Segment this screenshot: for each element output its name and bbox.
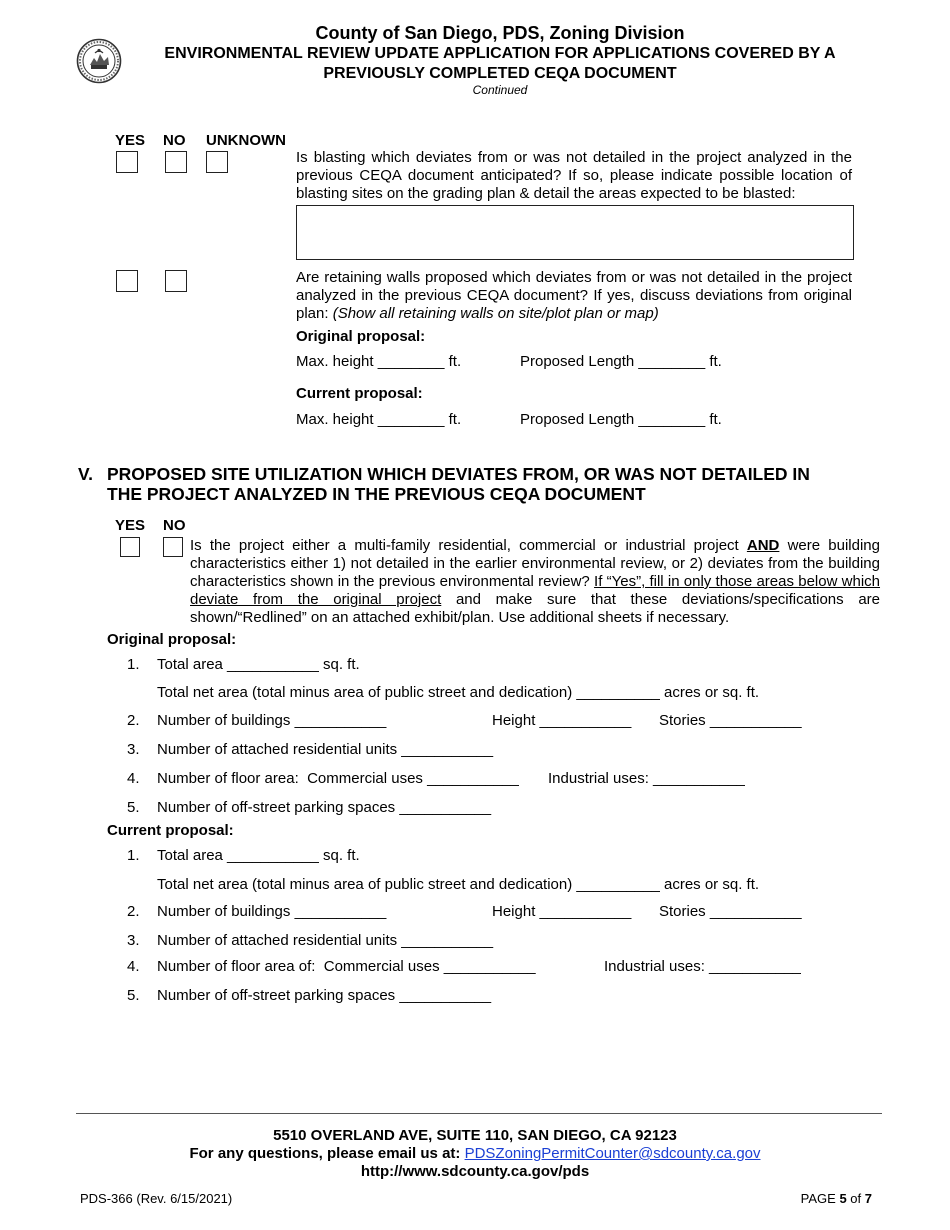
- blasting-details-textbox[interactable]: [296, 205, 854, 260]
- header-continued: Continued: [472, 83, 528, 97]
- col-yes-label: YES: [115, 132, 146, 149]
- site-utilization-question: [190, 537, 880, 627]
- original-height[interactable]: Height ___________: [492, 712, 632, 729]
- current-industrial[interactable]: Industrial uses: ___________: [604, 958, 801, 975]
- current-max-height[interactable]: Max. height ________ ft.: [296, 411, 462, 428]
- current-parking[interactable]: Number of off-street parking spaces ___________: [157, 987, 492, 1004]
- current-buildings[interactable]: Number of buildings ___________: [157, 903, 387, 920]
- site-utilization-yes-checkbox[interactable]: [120, 537, 140, 557]
- footer-questions-text: For any questions, please email us at:: [189, 1145, 461, 1162]
- current-floor-commercial[interactable]: Number of floor area of: Commercial uses ___________: [157, 958, 536, 975]
- list-number: 3.: [127, 741, 140, 758]
- original-industrial[interactable]: Industrial uses: ___________: [548, 770, 745, 787]
- current-total-area[interactable]: Total area ___________ sq. ft.: [157, 847, 360, 864]
- footer-divider: [76, 1113, 882, 1114]
- list-number: 1.: [127, 847, 140, 864]
- retaining-original-label: Original proposal:: [296, 328, 426, 345]
- section-v-title-line2: THE PROJECT ANALYZED IN THE PREVIOUS CEQA DOCUMENT: [107, 484, 646, 504]
- footer-website[interactable]: http://www.sdcounty.ca.gov/pds: [360, 1163, 590, 1180]
- footer-email-link[interactable]: PDSZoningPermitCounter@sdcounty.ca.gov: [464, 1145, 761, 1162]
- original-total-area[interactable]: Total area ___________ sq. ft.: [157, 656, 360, 673]
- question-part2: were building characteristics either 1) not detailed in the earlier environmental review, or 2) deviates from the building characteristics shown in the previous environmental review?: [190, 537, 880, 590]
- question-underlined: If “Yes”, fill in only those areas below which deviate from the original project: [190, 573, 881, 608]
- current-proposal-label: Current proposal:: [107, 822, 234, 839]
- original-parking[interactable]: Number of off-street parking spaces ___________: [157, 799, 492, 816]
- list-number: 2.: [127, 903, 140, 920]
- original-proposal-label: Original proposal:: [107, 631, 237, 648]
- form-id: PDS-366 (Rev. 6/15/2021): [80, 1191, 233, 1206]
- section-v-col-yes: YES: [115, 517, 146, 534]
- blasting-question: Is blasting which deviates from or was not detailed in the project analyzed in the previous CEQA document anticipated? If so, please indicate possible location of blasting sites on the grading plan & detail the areas expected to be blasted:: [296, 149, 852, 202]
- current-height[interactable]: Height ___________: [492, 903, 632, 920]
- page-indicator: [801, 1191, 872, 1206]
- page-of: of: [850, 1191, 862, 1206]
- section-v-col-no: NO: [163, 517, 186, 534]
- col-unknown-label: UNKNOWN: [206, 132, 286, 149]
- list-number: 2.: [127, 712, 140, 729]
- retaining-question: [296, 269, 852, 323]
- col-no-label: NO: [163, 132, 186, 149]
- section-v-title-line1: PROPOSED SITE UTILIZATION WHICH DEVIATES FROM, OR WAS NOT DETAILED IN: [107, 464, 810, 484]
- original-max-height[interactable]: Max. height ________ ft.: [296, 353, 462, 370]
- original-buildings[interactable]: Number of buildings ___________: [157, 712, 387, 729]
- current-stories[interactable]: Stories ___________: [659, 903, 802, 920]
- list-number: 1.: [127, 656, 140, 673]
- original-floor-commercial[interactable]: Number of floor area: Commercial uses ___________: [157, 770, 519, 787]
- retaining-question-note: (Show all retaining walls on site/plot plan or map): [332, 305, 659, 322]
- list-number: 5.: [127, 799, 140, 816]
- header-subtitle-line1: ENVIRONMENTAL REVIEW UPDATE APPLICATION FOR APPLICATIONS COVERED BY A: [164, 45, 836, 62]
- page-current: 5: [839, 1191, 847, 1206]
- question-part1: Is the project either a multi-family residential, commercial or industrial project: [190, 537, 739, 554]
- question-part3: and make sure that these deviations/specifications are shown/“Redlined” on an attached exhibit/plan. Use additional sheets if necessary.: [190, 591, 880, 626]
- original-proposed-length[interactable]: Proposed Length ________ ft.: [520, 353, 722, 370]
- current-proposed-length[interactable]: Proposed Length ________ ft.: [520, 411, 722, 428]
- page-total: 7: [864, 1191, 872, 1206]
- blasting-yes-checkbox[interactable]: [116, 151, 138, 173]
- section-v-numeral: V.: [78, 464, 93, 484]
- list-number: 5.: [127, 987, 140, 1004]
- retaining-yes-checkbox[interactable]: [116, 270, 138, 292]
- footer-contact: [0, 1145, 950, 1162]
- site-utilization-no-checkbox[interactable]: [163, 537, 183, 557]
- current-units[interactable]: Number of attached residential units ___________: [157, 932, 494, 949]
- current-net-area[interactable]: Total net area (total minus area of public street and dedication) __________ acres or sq. ft.: [157, 876, 760, 893]
- header-title: County of San Diego, PDS, Zoning Division: [315, 23, 685, 43]
- retaining-question-text: Are retaining walls proposed which deviates from or was not detailed in the project analyzed in the previous CEQA document? If yes, discuss deviations from original plan:: [296, 269, 852, 322]
- original-units[interactable]: Number of attached residential units ___________: [157, 741, 494, 758]
- original-stories[interactable]: Stories ___________: [659, 712, 802, 729]
- header-subtitle-line2: PREVIOUSLY COMPLETED CEQA DOCUMENT: [323, 65, 677, 82]
- blasting-unknown-checkbox[interactable]: [206, 151, 228, 173]
- list-number: 3.: [127, 932, 140, 949]
- page-prefix: PAGE: [800, 1191, 836, 1206]
- retaining-no-checkbox[interactable]: [165, 270, 187, 292]
- retaining-current-label: Current proposal:: [296, 385, 423, 402]
- original-net-area[interactable]: Total net area (total minus area of public street and dedication) __________ acres or sq. ft.: [157, 684, 760, 701]
- question-and: AND: [746, 537, 780, 554]
- list-number: 4.: [127, 770, 140, 787]
- list-number: 4.: [127, 958, 140, 975]
- footer-address: 5510 OVERLAND AVE, SUITE 110, SAN DIEGO, CA 92123: [273, 1127, 677, 1144]
- blasting-no-checkbox[interactable]: [165, 151, 187, 173]
